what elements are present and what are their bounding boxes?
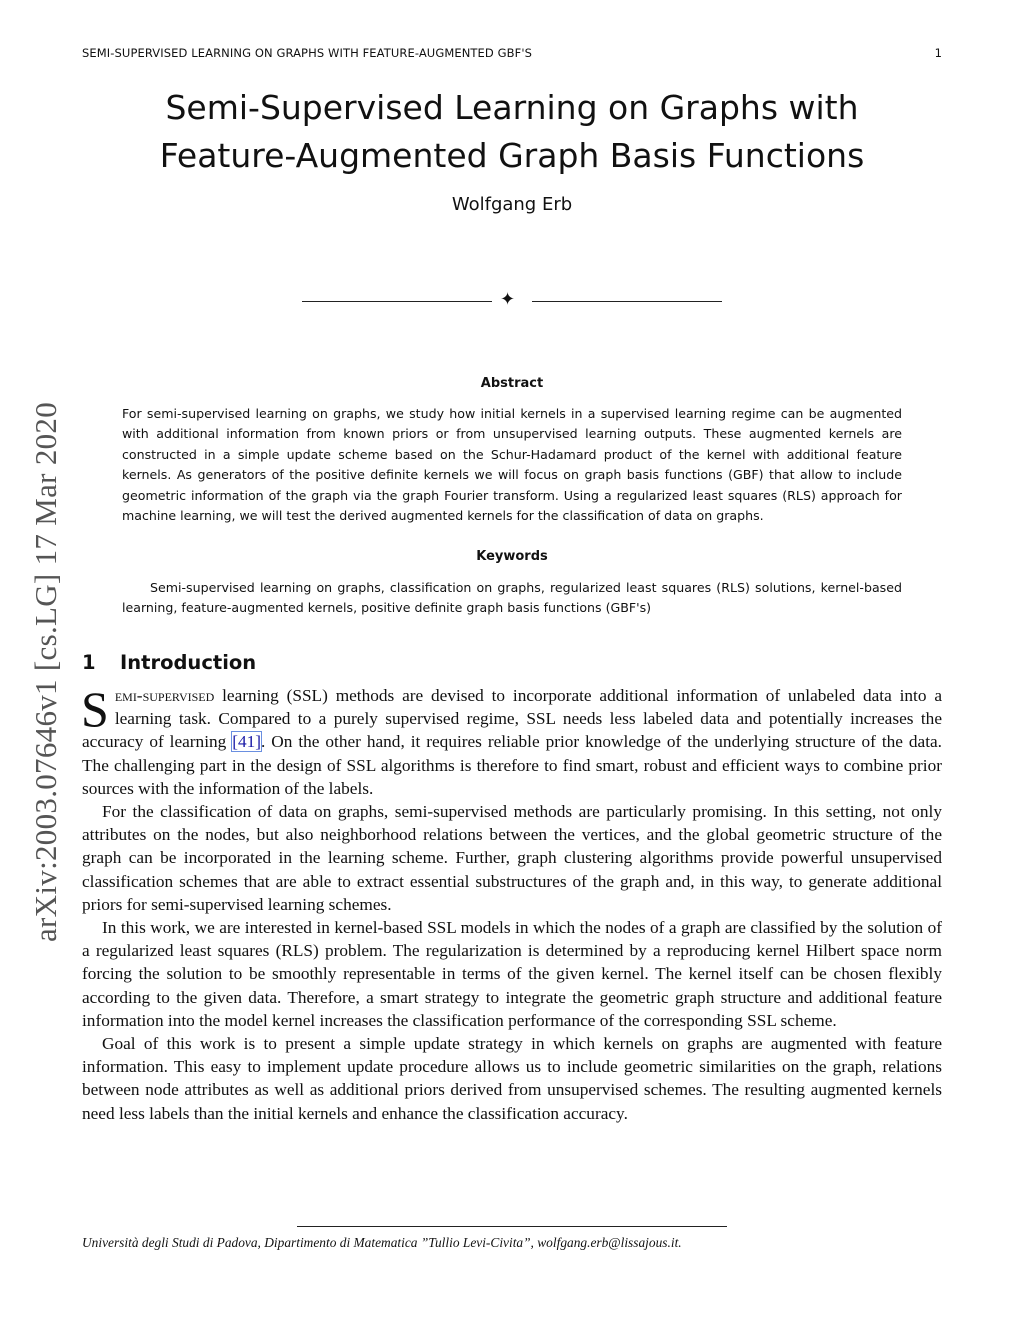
author-name: Wolfgang Erb: [451, 194, 573, 215]
title-separator: [300, 289, 724, 312]
abstract-heading: Abstract: [480, 376, 544, 391]
drop-cap: S: [81, 681, 109, 737]
section-body: [81, 681, 942, 1125]
page-number: 1: [934, 46, 942, 60]
paragraph-2: For the classification of data on graphs, semi-supervised methods are particularly promising. In this setting, not only attributes on the nodes, but also neighborhood relations between the vertices, and the global geometric structure of the graph can be incorporated in the learning scheme. Further, graph clustering algorithms provide powerful unsupervised classification schemes that are able to extract essential substructures of the graph and, in this way, to generate additional priors for semi-supervised learning schemes.: [82, 802, 942, 914]
paragraph-1: [81, 681, 942, 800]
separator-star-icon: ✦: [500, 289, 516, 310]
paragraph-1-text-b: . On the other hand, it requires reliable prior knowledge of the underlying structure of the data. The challenging part in the design of SSL algorithms is therefore to find smart, robust and efficient ways to combine prior sources with the information of the labels.: [82, 732, 942, 798]
paper-title: [0, 84, 1024, 180]
section-title: Introduction: [120, 651, 257, 674]
paragraph-3: In this work, we are interested in kernel-based SSL models in which the nodes of a graph are classified by the solution of a regularized least squares (RLS) problem. The regularization is determined by a reproducing kernel Hilbert space norm forcing the solution to be smoothly representable in terms of the given kernel. The kernel itself can be chosen flexibly according to the given data. Therefore, a smart strategy to integrate the geometric graph structure and additional feature information into the model kernel increases the classification performance of the corresponding SSL scheme.: [82, 918, 942, 1030]
arxiv-identifier-stamp: arXiv:2003.07646v1 [cs.LG] 17 Mar 2020: [28, 401, 63, 942]
paragraph-4: Goal of this work is to present a simple update strategy in which kernels on graphs are augmented with feature information. This easy to implement update procedure allows us to include geometric similarities on the graph, relations between node attributes as well as additional priors derived from unsupervised schemes. The resulting augmented kernels need less labels than the initial kernels and enhance the classification accuracy.: [82, 1034, 942, 1123]
separator-line-left: [302, 301, 492, 302]
footnote-rule: [297, 1226, 727, 1227]
separator-line-right: [532, 301, 722, 302]
paper-title-line-2: Feature-Augmented Graph Basis Functions: [159, 136, 865, 175]
paragraph-1-text-a: learning (SSL) methods are devised to incorporate additional information of unlabeled data into a learning task. Compared to a purely supervised regime, SSL needs less labeled data and potentially increases the accuracy of learning: [82, 686, 942, 752]
running-head-title: SEMI-SUPERVISED LEARNING ON GRAPHS WITH FEATURE-AUGMENTED GBF'S: [82, 46, 532, 60]
section-heading: [82, 651, 256, 674]
citation-link[interactable]: [41]: [232, 732, 262, 752]
small-caps-lead: emi-supervised: [114, 686, 215, 705]
abstract-text: For semi-supervised learning on graphs, we study how initial kernels in a supervised learning regime can be augmented with additional information from known priors or from unsupervised learning outputs. These augmented kernels are constructed in a simple update scheme based on the Schur-Hadamard product of the kernel with additional feature kernels. As generators of the positive definite kernels we will focus on graph basis functions (GBF) that allow to include geometric information of the graph via the graph Fourier transform. Using a regularized least squares (RLS) approach for machine learning, we will test the derived augmented kernels for the classification of data on graphs.: [122, 406, 902, 524]
section-number: 1: [82, 651, 96, 674]
keywords-heading: Keywords: [476, 549, 548, 564]
paper-title-line-1: Semi-Supervised Learning on Graphs with: [165, 88, 859, 127]
keywords-text: Semi-supervised learning on graphs, classification on graphs, regularized least squares (RLS) solutions, kernel-based learning, feature-augmented kernels, positive definite graph basis functions (GBF's): [122, 580, 902, 616]
affiliation-footnote: Università degli Studi di Padova, Dipartimento di Matematica ”Tullio Levi-Civita”, wolfgang.erb@lissajous.it.: [82, 1235, 682, 1250]
